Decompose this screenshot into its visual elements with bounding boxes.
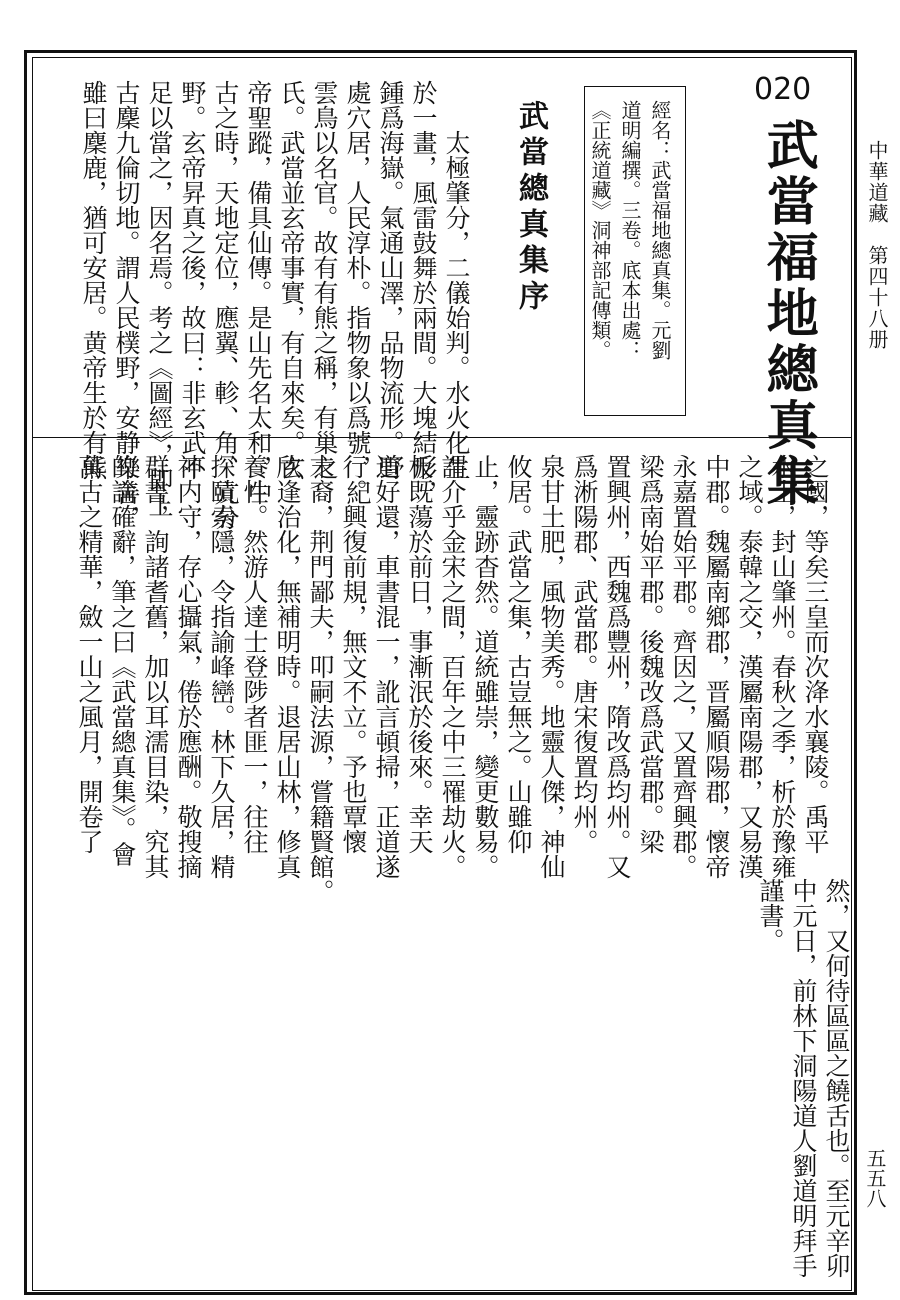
page-number: 五五八 [863,1148,887,1208]
text-column: 神内守，存心攝氣，倦於應酬。敬搜摘 [174,454,203,879]
text-column: 養性。然游人達士登陟者匪一，往往 [240,454,269,854]
note-line: 道明編撰。三卷。底本出處： [618,100,642,360]
text-column: 群書，詢諸耆舊，加以耳濡目染，究其 [141,454,170,879]
entry-number: 020 [754,72,812,107]
text-column: 之域。泰韓之交，漢屬南陽郡，又易漢 [735,454,764,879]
text-column: 梁爲南始平郡。後魏改爲武當郡。梁 [636,454,665,854]
text-column: 帝聖蹤，備具仙傳。是山先名太和，中 [244,80,273,505]
text-column: 雖曰麇鹿，猶可安居。黄帝生於有熊 [79,80,108,480]
text-column: 水土，封山肇州。春秋之季，析於豫雍 [768,454,797,879]
text-column: 置興州，西魏爲豐州，隋改爲均州。又 [603,454,632,879]
text-column: 板既蕩於前日，事漸泯於後來。幸天 [405,454,434,854]
text-column: 鍾爲海嶽。氣通山澤，品物流形。野 [376,80,405,480]
text-column: 足以當之，因名焉。考之《圖經》，即上 [145,80,174,518]
text-column: 的論確辭，筆之曰《武當總真集》。會 [108,454,137,867]
text-column: 攸居。武當之集，古豈無之。山雖仰 [504,454,533,854]
volume-label: 第四十八册 [865,245,889,350]
text-column: 行。興復前規，無文不立。予也覃懷 [339,454,368,854]
text-column: 古麇九倫切地。謂人民樸野，安静樂善， [112,80,141,530]
series-title: 中華道藏 [865,140,889,224]
text-column: 爲淅陽郡、武當郡。唐宋復置均州。 [570,454,599,854]
note-line: 《正統道藏》洞神部記傳類。 [588,100,612,360]
text-column: 止，靈跡杳然。道統雖崇，變更數易。 [471,454,500,879]
text-column: 雲鳥以名官。故有有熊之稱，有巢之 [310,80,339,480]
text-column: 泉甘土肥，風物美秀。地靈人傑，神仙 [537,454,566,879]
preface-title: 武當總真集序 [513,100,548,316]
text-column: 萬古之精華，斂一山之風月，開卷了 [75,454,104,854]
text-column: 太極肇分，二儀始判。水火化生 [442,130,471,480]
text-column: 處穴居，人民淳朴。指物象以爲號，紀 [343,80,372,505]
text-column: 之國，等矣三皇而次洚水襄陵。禹平 [801,454,830,854]
text-column: 古之時，天地定位，應翼、軫、角、亢分 [211,80,240,530]
text-column: 末裔，荆門鄙夫，叩嗣法源，嘗籍賢館。 [306,454,335,904]
text-column: 道好還，車書混一，訛言頓掃，正道遂 [372,454,401,879]
main-title: 武當福地總真集 [757,118,818,510]
text-column: 探賾索隱，令指諭峰巒。林下久居，精 [207,454,236,879]
note-line: 經名：武當福地總真集。元劉 [648,100,672,360]
text-column: 野。玄帝昇真之後，故曰：非玄武不 [178,80,207,480]
running-header [863,140,892,350]
text-column: 中元日，前林下洞陽道人劉道明拜手 [789,878,818,1278]
text-column: 氏。武當並玄帝事實，有自來矣。玄 [277,80,306,480]
text-column: 永嘉置始平郡。齊因之，又置齊興郡。 [669,454,698,879]
text-column: 中郡。魏屬南鄉郡，晋屬順陽郡，懷帝 [702,454,731,879]
text-column: 欣逢治化，無補明時。退居山林，修真 [273,454,302,879]
text-column: 於一畫，風雷鼓舞於兩間。大塊結形， [409,80,438,505]
text-column: 然，又何待區區之饒舌也。至元辛卯 [822,878,851,1278]
text-column: 謹書。 [756,878,785,953]
text-column: 謂介乎金宋之間，百年之中三罹劫火。 [438,454,467,879]
